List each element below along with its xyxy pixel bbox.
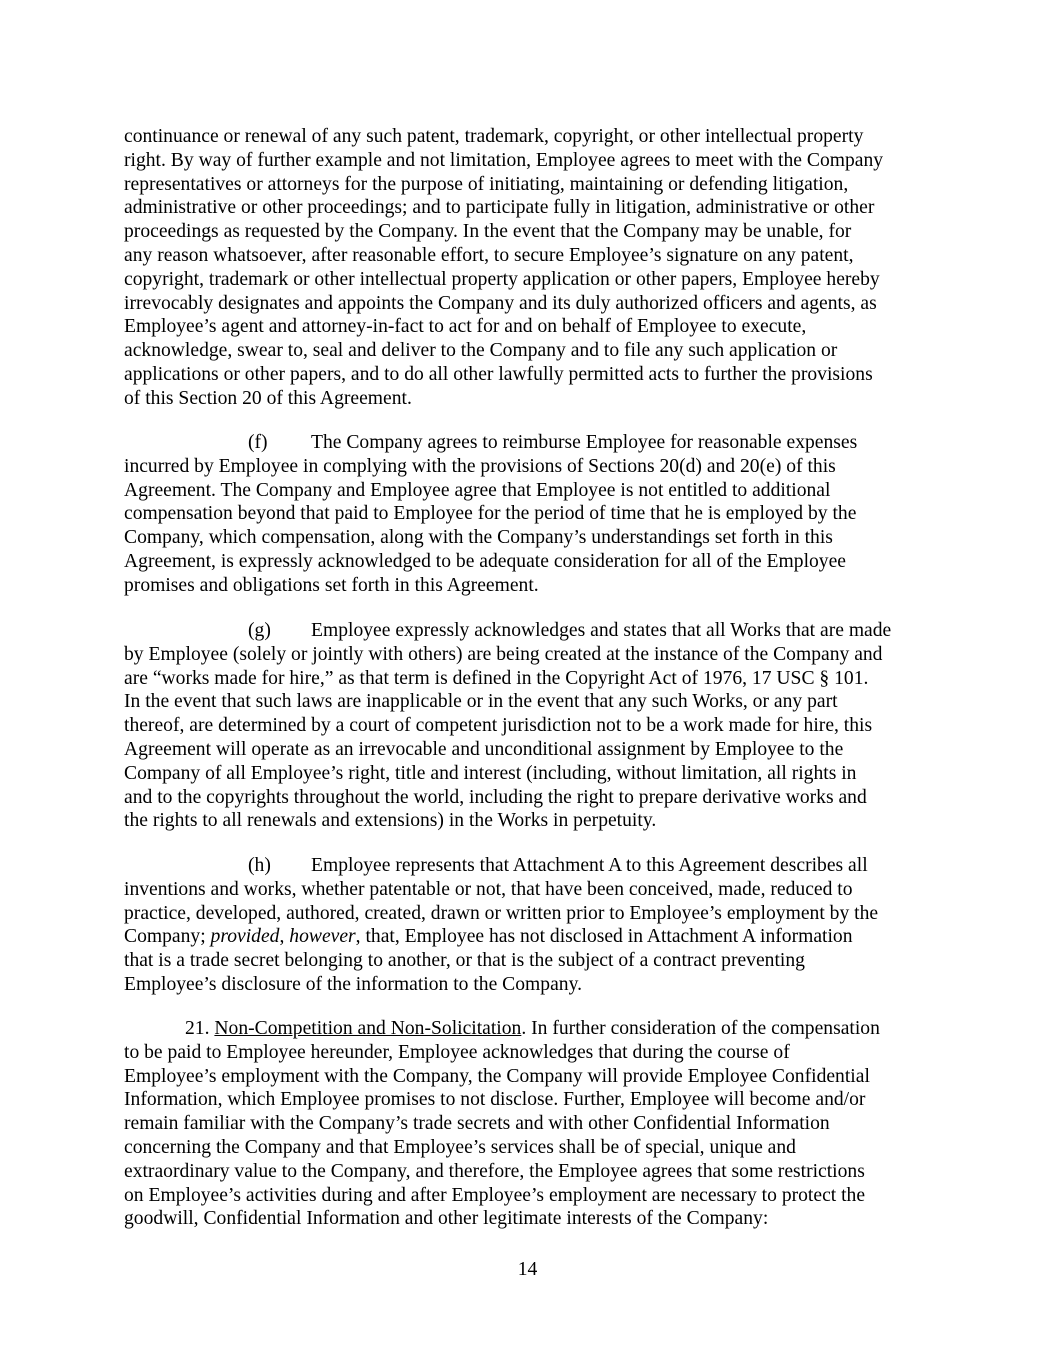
- paragraph-marker: (f): [248, 432, 268, 453]
- text-run: , that, Employee has not disclosed in Attachment A information: [355, 926, 853, 948]
- text-line: copyright, trademark or other intellectual property application or other papers, Employee hereby: [124, 268, 880, 290]
- text-line: continuance or renewal of any such patent, trademark, copyright, or other intellectual property: [124, 126, 864, 147]
- page-number: 14: [517, 1259, 538, 1280]
- paragraph-first-line: Employee represents that Attachment A to this Agreement describes all: [311, 855, 868, 876]
- text-line: incurred by Employee in complying with the provisions of Sections 20(d) and 20(e) of this: [124, 455, 836, 477]
- text-line: representatives or attorneys for the purpose of initiating, maintaining or defending litigation,: [124, 173, 849, 195]
- paragraph-marker: (g): [248, 620, 271, 641]
- text-line: Company, which compensation, along with the Company’s understandings set forth in this: [124, 527, 833, 549]
- section-21: [124, 1017, 942, 1231]
- text-line: promises and obligations set forth in this Agreement.: [124, 574, 539, 596]
- paragraph-f: [124, 431, 942, 598]
- text-line: Employee’s agent and attorney-in-fact to act for and on behalf of Employee to execute,: [124, 316, 807, 338]
- paragraph-first-line: Employee expressly acknowledges and states that all Works that are made: [311, 620, 892, 641]
- paragraph-marker: (h): [248, 855, 271, 876]
- text-line: remain familiar with the Company’s trade secrets and with other Confidential Information: [124, 1113, 830, 1135]
- italic-term-provided: provided: [210, 926, 280, 948]
- text-line: Employee’s disclosure of the information to the Company.: [124, 973, 583, 995]
- italic-term-however: however: [289, 926, 356, 948]
- text-line: inventions and works, whether patentable or not, that have been conceived, made, reduced to: [124, 878, 853, 900]
- text-line: and to the copyrights throughout the world, including the right to prepare derivative works and: [124, 786, 867, 808]
- section-heading: Non-Competition and Non-Solicitation: [214, 1018, 522, 1039]
- text-line: thereof, are determined by a court of competent jurisdiction not to be a work made for hire, this: [124, 715, 873, 737]
- section-number: 21.: [185, 1018, 210, 1039]
- text-line: proceedings as requested by the Company. In the event that the Company may be unable, for: [124, 221, 852, 243]
- paragraph-h: [124, 854, 942, 997]
- text-line: Agreement. The Company and Employee agree that Employee is not entitled to additional: [124, 479, 831, 501]
- text-line: Agreement will operate as an irrevocable and unconditional assignment by Employee to the: [124, 738, 844, 760]
- text-line: Employee’s employment with the Company, the Company will provide Employee Confidential: [124, 1065, 870, 1087]
- text-line: Information, which Employee promises to not disclose. Further, Employee will become and/or: [124, 1089, 866, 1111]
- text-line: concerning the Company and that Employee’s services shall be of special, unique and: [124, 1136, 796, 1158]
- text-line: any reason whatsoever, after reasonable effort, to secure Employee’s signature on any patent,: [124, 244, 854, 266]
- text-line: goodwill, Confidential Information and other legitimate interests of the Company:: [124, 1208, 769, 1230]
- text-line: extraordinary value to the Company, and therefore, the Employee agrees that some restrictions: [124, 1160, 865, 1182]
- text-line: practice, developed, authored, created, drawn or written prior to Employee’s employment by the: [124, 902, 879, 924]
- text-line: that is a trade secret belonging to another, or that is the subject of a contract preventing: [124, 950, 805, 972]
- text-line: [124, 854, 942, 878]
- text-line: [124, 619, 942, 643]
- text-line: on Employee’s activities during and after Employee’s employment are necessary to protect the: [124, 1184, 866, 1206]
- text-line: compensation beyond that paid to Employee for the period of time that he is employed by the: [124, 503, 857, 525]
- paragraph-g: [124, 619, 942, 833]
- text-line: In the event that such laws are inapplicable or in the event that any such Works, or any part: [124, 691, 838, 713]
- text-line: are “works made for hire,” as that term is defined in the Copyright Act of 1976, 17 USC § 101.: [124, 667, 869, 689]
- text-run: . In further consideration of the compensation: [521, 1018, 880, 1039]
- text-line: Company of all Employee’s right, title and interest (including, without limitation, all rights in: [124, 762, 857, 784]
- text-run: Company;: [124, 926, 211, 948]
- text-line: of this Section 20 of this Agreement.: [124, 387, 412, 409]
- text-line: Agreement, is expressly acknowledged to be adequate consideration for all of the Employee: [124, 550, 846, 572]
- text-line: by Employee (solely or jointly with others) are being created at the instance of the Company and: [124, 643, 883, 665]
- text-line: [124, 431, 942, 455]
- text-line: to be paid to Employee hereunder, Employee acknowledges that during the course of: [124, 1041, 790, 1063]
- text-run: ,: [279, 926, 290, 948]
- text-line: administrative or other proceedings; and to participate fully in litigation, administrative or other: [124, 197, 875, 219]
- text-line: irrevocably designates and appoints the Company and its duly authorized officers and agents, as: [124, 292, 877, 314]
- paragraph-first-line: The Company agrees to reimburse Employee for reasonable expenses: [311, 432, 858, 453]
- text-line: acknowledge, swear to, seal and deliver to the Company and to file any such application or: [124, 340, 838, 362]
- text-line: [124, 925, 942, 949]
- text-line: [124, 1017, 942, 1041]
- paragraph-continuation: [124, 125, 942, 411]
- text-line: right. By way of further example and not limitation, Employee agrees to meet with the Company: [124, 149, 884, 171]
- text-line: the rights to all renewals and extensions) in the Works in perpetuity.: [124, 810, 657, 832]
- text-line: applications or other papers, and to do all other lawfully permitted acts to further the provisions: [124, 363, 873, 385]
